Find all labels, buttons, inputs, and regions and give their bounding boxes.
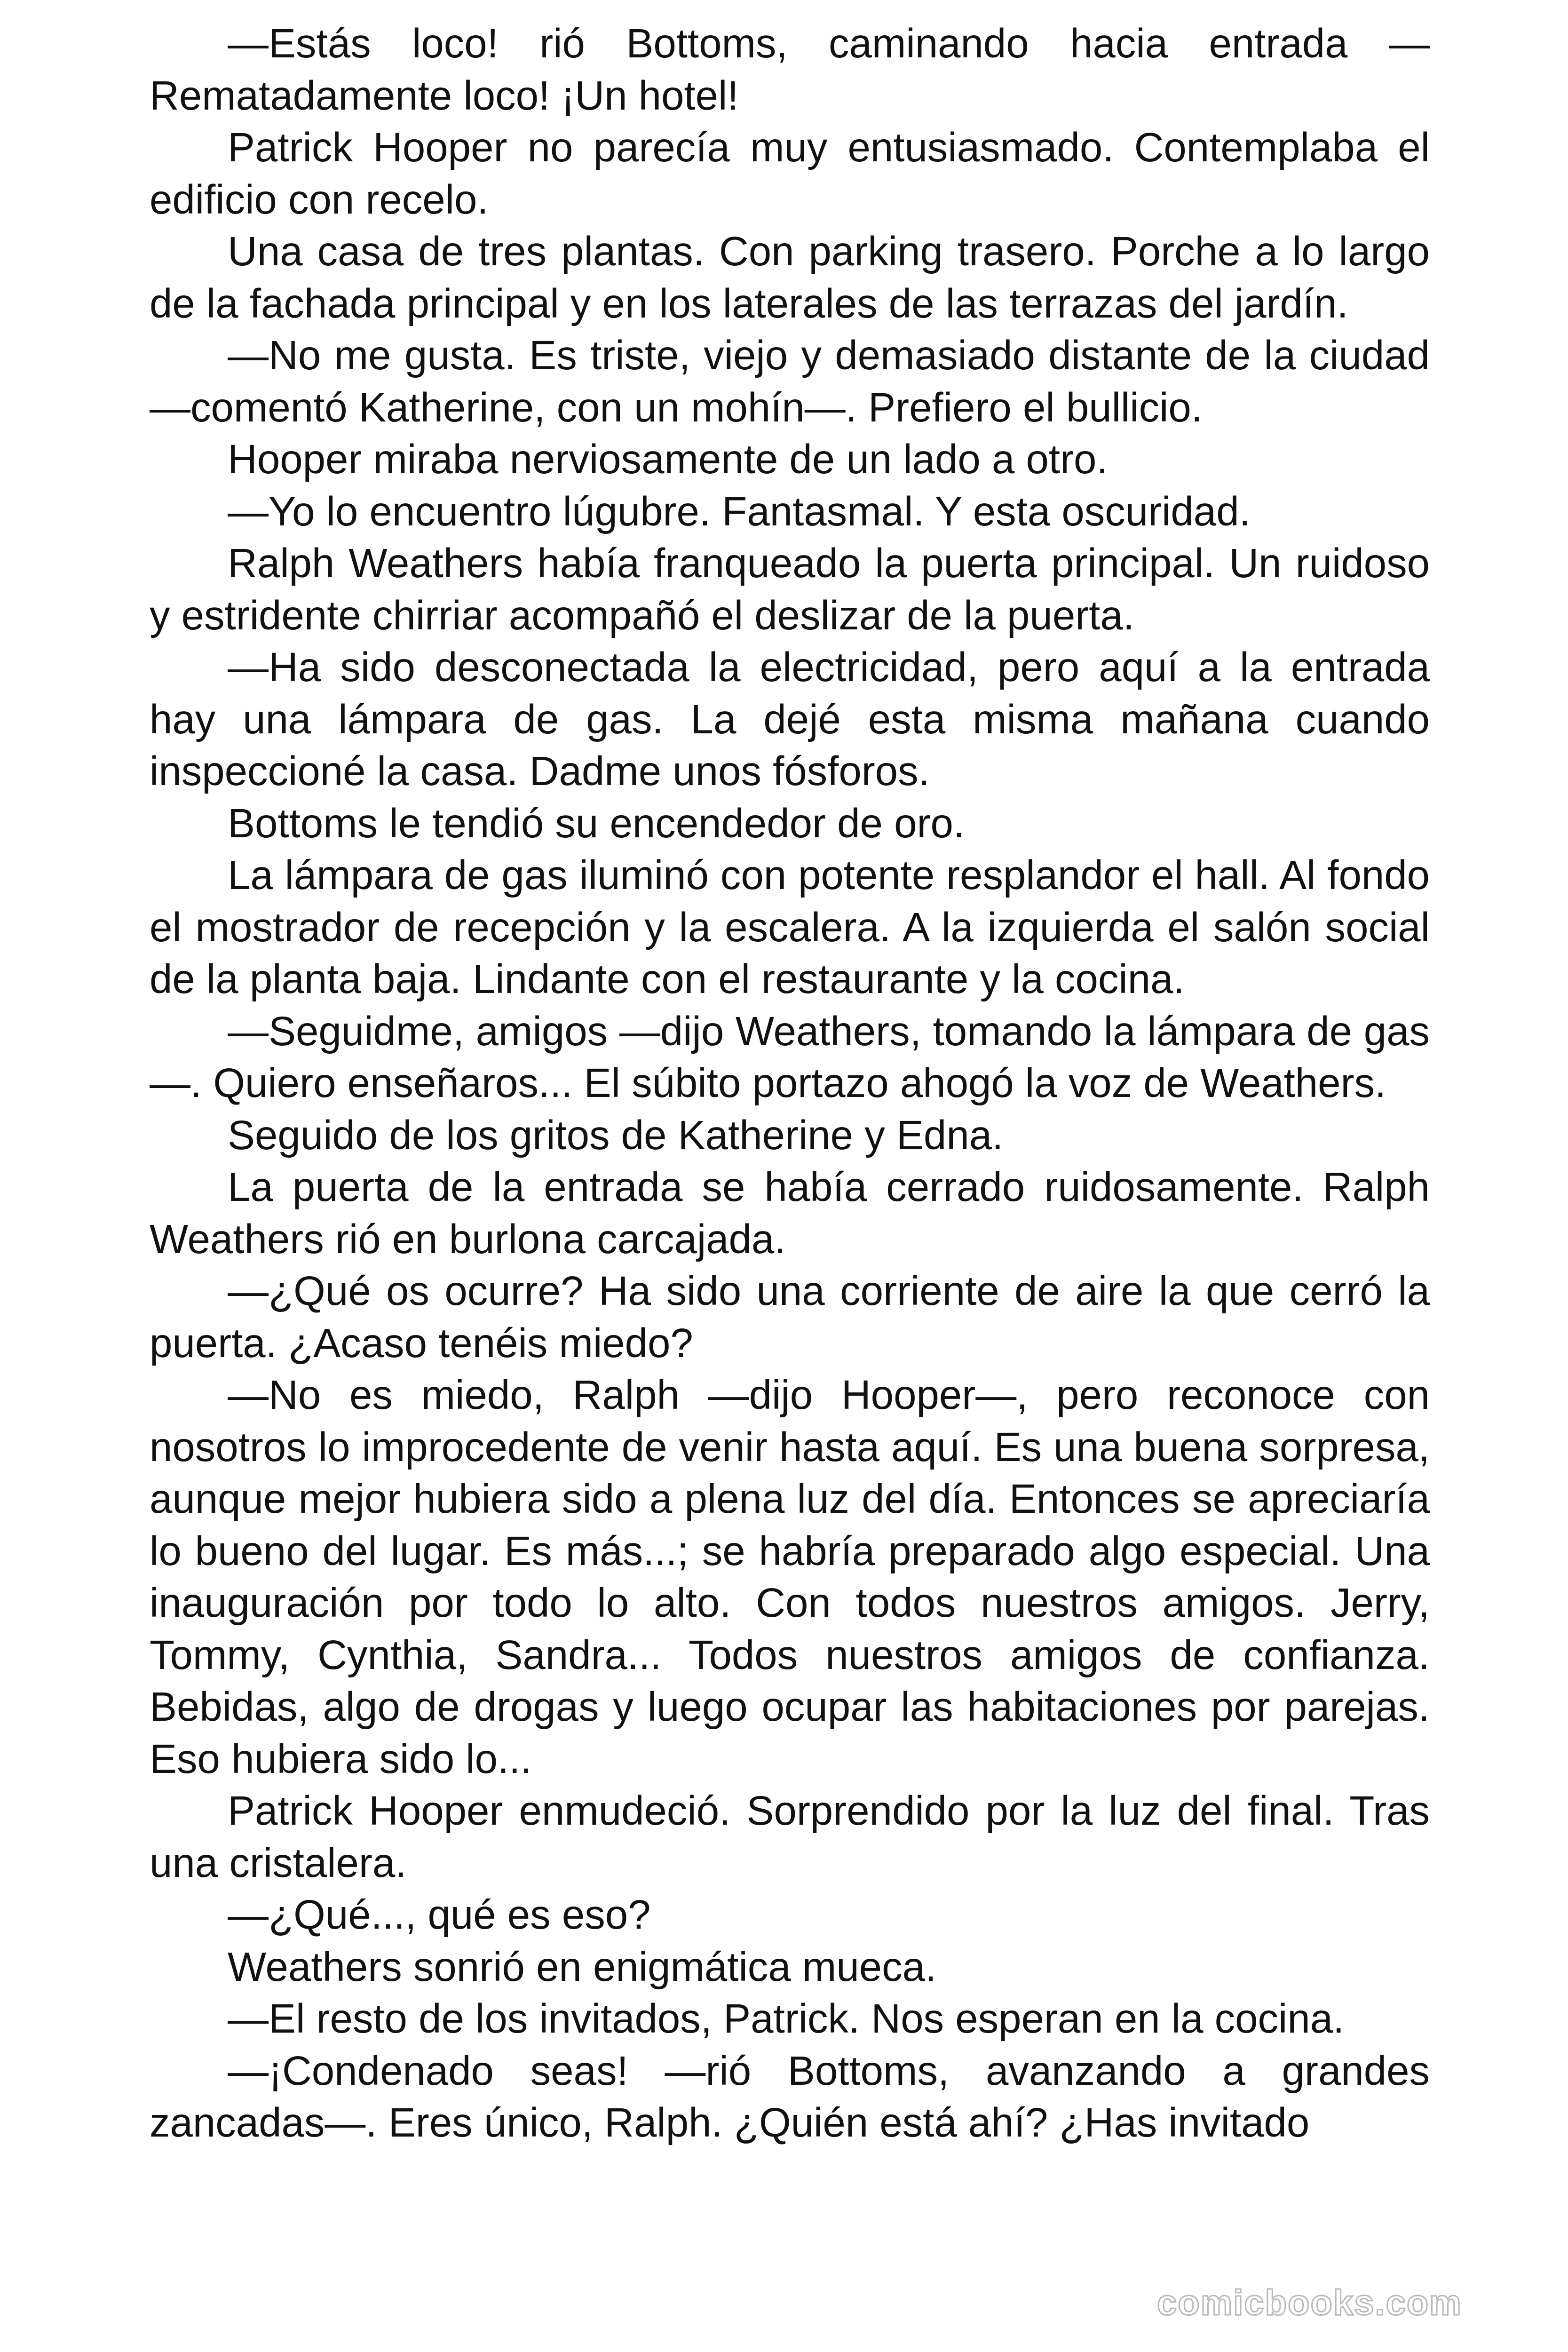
paragraph-9: Bottoms le tendió su encendedor de oro. xyxy=(228,800,965,846)
paragraph-10: La lámpara de gas iluminó con potente resplandor el hall. Al fondo el mostrador de recepción y la escalera. A la izquierda el salón social de la planta baja. Lindante con el restaurante y la cocina. xyxy=(150,852,1430,1002)
paragraph-19: —El resto de los invitados, Patrick. Nos esperan en la cocina. xyxy=(228,1996,1345,2042)
paragraph-1: —Estás loco! rió Bottoms, caminando hacia entrada —Rematadamente loco! ¡Un hotel! xyxy=(150,21,1430,119)
paragraph-4: —No me gusta. Es triste, viejo y demasiado distante de la ciudad —comentó Katherine, con un mohín—. Prefiero el bullicio. xyxy=(150,333,1430,430)
paragraph-18: Weathers sonrió en enigmática mueca. xyxy=(228,1944,937,1990)
paragraph-17: —¿Qué..., qué es eso? xyxy=(228,1892,651,1938)
paragraph-3: Una casa de tres plantas. Con parking trasero. Porche a lo largo de la fachada principal y en los laterales de las terrazas del jardín. xyxy=(150,229,1430,326)
paragraph-5: Hooper miraba nerviosamente de un lado a otro. xyxy=(228,437,1108,482)
paragraph-12: Seguido de los gritos de Katherine y Edna. xyxy=(228,1112,1004,1158)
paragraph-7: Ralph Weathers había franqueado la puerta principal. Un ruidoso y estridente chirriar acompañó el deslizar de la puerta. xyxy=(150,540,1430,638)
book-page-text xyxy=(150,18,1430,2149)
watermark: comicbooks.com xyxy=(1157,2283,1462,2323)
paragraph-11: —Seguidme, amigos —dijo Weathers, tomando la lámpara de gas—. Quiero enseñaros... El súbito portazo ahogó la voz de Weathers. xyxy=(150,1008,1430,1106)
paragraph-20: —¡Condenado seas! —rió Bottoms, avanzando a grandes zancadas—. Eres único, Ralph. ¿Quién está ahí? ¿Has invitado xyxy=(150,2048,1430,2145)
paragraph-16: Patrick Hooper enmudeció. Sorprendido por la luz del final. Tras una cristalera. xyxy=(150,1788,1430,1886)
paragraph-14: —¿Qué os ocurre? Ha sido una corriente de aire la que cerró la puerta. ¿Acaso tenéis miedo? xyxy=(150,1268,1430,1366)
paragraph-8: —Ha sido desconectada la electricidad, pero aquí a la entrada hay una lámpara de gas. La dejé esta misma mañana cuando inspeccioné la casa. Dadme unos fósforos. xyxy=(150,644,1430,794)
paragraph-15: —No es miedo, Ralph —dijo Hooper—, pero reconoce con nosotros lo improcedente de venir hasta aquí. Es una buena sorpresa, aunque mejor hubiera sido a plena luz del día. Entonces se apreciaría lo bueno del lugar. Es más...; se habría preparado algo especial. Una inauguración por todo lo alto. Con todos nuestros amigos. Jerry, Tommy, Cynthia, Sandra... Todos nuestros amigos de confianza. Bebidas, algo de drogas y luego ocupar las habitaciones por parejas. Eso hubiera sido lo... xyxy=(150,1372,1430,1782)
paragraph-13: La puerta de la entrada se había cerrado ruidosamente. Ralph Weathers rió en burlona carcajada. xyxy=(150,1164,1430,1262)
paragraph-6: —Yo lo encuentro lúgubre. Fantasmal. Y esta oscuridad. xyxy=(228,488,1251,534)
paragraph-2: Patrick Hooper no parecía muy entusiasmado. Contemplaba el edificio con recelo. xyxy=(150,125,1430,222)
